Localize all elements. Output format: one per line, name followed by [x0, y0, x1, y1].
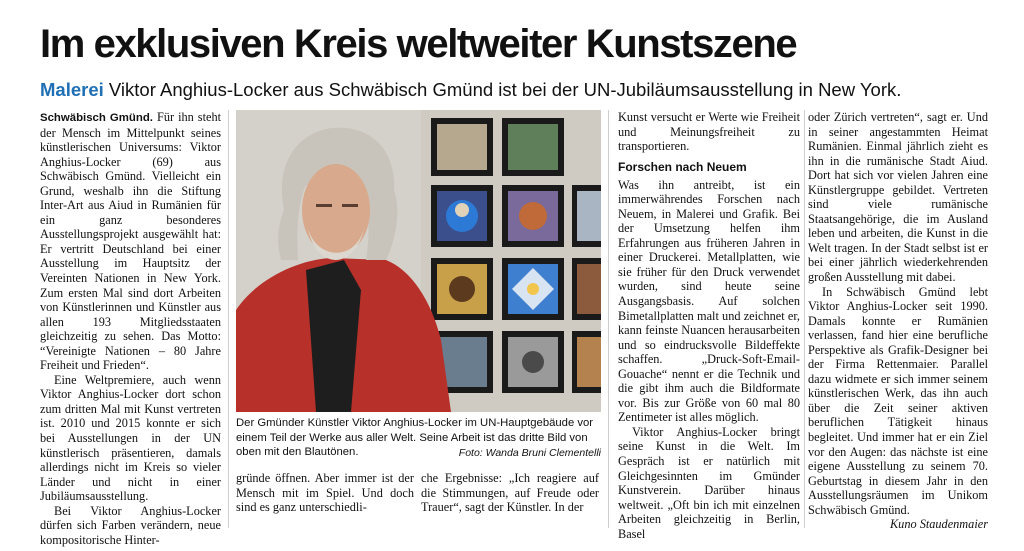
column-rule [804, 110, 805, 528]
article-column-4 [618, 110, 800, 541]
headline: Im exklusiven Kreis weltweiter Kunstszene [40, 22, 797, 66]
caption-text: Der Gmünder Künstler Viktor Anghius-Locker im UN-Hauptgebäude vor einem Teil der Werke aus aller Welt. Seine Arbeit ist das dritte Bild von oben mit den Blautönen. [236, 417, 594, 459]
column-rule [608, 110, 609, 528]
paragraph: In Schwäbisch Gmünd lebt Viktor Anghius-Locker seit 1990. Damals konnte er Rumänien verlassen, fand hier eine berufliche Perspektive als Grafik-Designer bei der Firma Rettenmaier. Parallel dazu widmete er sich immer seinem künstlerischen Werk, das ihn auch über die Zeit seiner aktiven beruflichen Tätigkeit hinaus begleitet. Und immer hat er ein Ziel vor den Augen: das nächste ist eine eigene Ausstellung zu seinem 70. Geburtstag in diesem Jahr in den Ausstellungsräumen im Unikom Schwäbisch Gmünd. [808, 284, 988, 517]
section-heading: Forschen nach Neuem [618, 159, 747, 174]
author-signature: Kuno Staudenmaier [889, 517, 988, 532]
kicker: Malerei [40, 79, 104, 100]
paragraph-text: Für ihn steht der Mensch im Mittelpunkt seines künstlerischen Universums: Viktor Anghius-Locker (69) aus Schwäbisch Gmünd. Vielleicht ein Grund, weshalb ihn die Stiftung Inter-Art aus Aiud in Rumänien für ein ganz besonderes Ausstellungsprojekt ausgewählt hat: Er vertritt Deutschland bei einer Ausstellung im Hauptsitz der Vereinten Nationen in New York. Zum ersten Mal sind dort Arbeiten von Künstlerinnen und Künstler aus allen 193 Mitgliedsstaaten gleichzeitig zu sehen. Das Motto: “Vereinigte Nationen – 80 Jahre Freiheit und Frieden“. [40, 110, 222, 373]
paragraph: Was ihn antreibt, ist ein immerwährendes Forschen nach Neuem, in Malerei und Grafik. Bei der Umsetzung helfen ihm Erfahrungen aus früheren Jahren in einer Druckerei. Metallplatten, wie sie früher für den Druck verwendet wurden, sind heute seine Ausgangsbasis. Auf solchen Bimetallplatten malt und zeichnet er, kann feinste Nuancen herausarbeiten und so eindrucksvolle Bildeffekte schaffen. „Druck-Soft-Email-Gouache“ nennt er die Technik und die gibt ihm auch die Bildformate vor. Bis zur Größe von 60 mal 80 Zentimeter ist alles möglich. [618, 177, 800, 425]
paragraph-start: Bei Viktor Anghius-Locker dürfen sich Farben verändern, neue kompositorische Hinter- [40, 503, 221, 547]
column-rule [228, 110, 229, 528]
article-column-2 [236, 471, 414, 531]
article-column-1 [40, 110, 222, 547]
photo-illustration [236, 110, 601, 412]
paragraph-start: Viktor Anghius-Locker bringt seine Kunst in die Welt. Im Gespräch ist er natürlich mit Gleichgesinnten im Gmünder Kunstverein. Darüber hinaus weltweit. „Oft bin ich mit einzelnen Arbeiten gleichzeitig in Berlin, Basel [618, 424, 800, 541]
article-column-3 [421, 471, 599, 531]
photo-caption [236, 416, 601, 461]
paragraph-continuation: che Ergebnisse: „Ich reagiere auf die Stimmungen, auf Freude oder Trauer“, sagt der Künstler. In der [421, 471, 599, 515]
article-column-5 [808, 110, 988, 530]
paragraph: Eine Weltpremiere, auch wenn Viktor Anghius-Locker dort schon zum dritten Mal mit Kunst vertreten ist. 2010 und 2015 konnte er sich bei Ausstellungen in der UN künstlerisch präsentieren, damals allerdings nicht im Kreis so vieler Länder und nicht in einer Jubiläumsausstellung. [40, 372, 221, 504]
paragraph-continuation: Kunst versucht er Werte wie Freiheit und Meinungsfreiheit zu transportieren. [618, 110, 800, 154]
paragraph-continuation: oder Zürich vertreten“, sagt er. Und in seiner angestammten Heimat Rumänien. Einmal jährlich zieht es ihn in die rumänische Stadt Aiud. Dort hat sich vor vielen Jahren eine Künstlergruppe gebildet. Vertreten sind viele rumänische Staatsangehörige, die im Ausland leben und arbeiten, die Kunst in die Welt tragen. In der Stadt selbst ist er bei einer jährlich wiederkehrenden großen Ausstellung mit dabei. [808, 110, 988, 285]
subheadline-text: Viktor Anghius-Locker aus Schwäbisch Gmünd ist bei der UN-Jubiläumsausstellung in New York. [108, 79, 902, 100]
article-photo [236, 110, 601, 412]
paragraph [40, 110, 221, 373]
photo-credit: Foto: Wanda Bruni Clementelli [458, 447, 601, 460]
dateline: Schwäbisch Gmünd. [40, 112, 153, 124]
paragraph-continuation: gründe öffnen. Aber immer ist der Mensch mit im Spiel. Und doch sind es ganz unterschiedli- [236, 471, 414, 515]
subheadline [40, 78, 1000, 102]
